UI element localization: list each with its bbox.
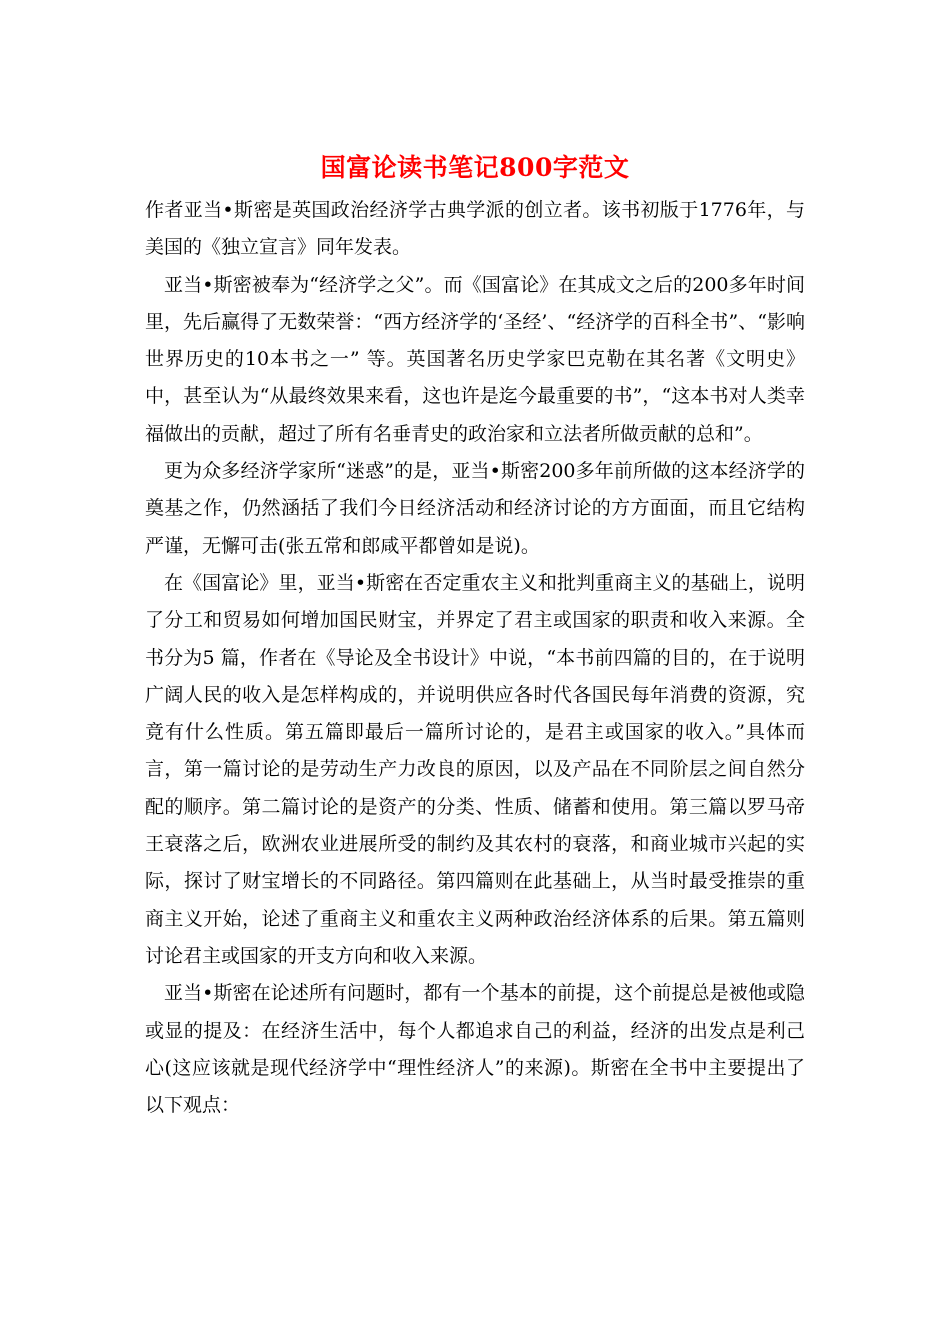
paragraph-structure: 在《国富论》里，亚当•斯密在否定重农主义和批判重商主义的基础上，说明了分工和贸易如何增加国民财宝，并界定了君主或国家的职责和收入来源。全书分为5 篇，作者在《导论及全书设计》中说，“本书前四篇的目的，在于说明广阔人民的收入是怎样构成的，并说明供应各时代各国民每年消费的资源，究竟有什么性质。第五篇即最后一篇所讨论的，是君主或国家的收入。”具体而言，第一篇讨论的是劳动生产力改良的原因，以及产品在不同阶层之间自然分配的顺序。第二篇讨论的是资产的分类、性质、储蓄和使用。第三篇以罗马帝王衰落之后，欧洲农业进展所受的制约及其农村的衰落，和商业城市兴起的实际，探讨了财宝增长的不同路径。第四篇则在此基础上，从当时最受推崇的重商主义开始，论述了重商主义和重农主义两种政治经济体系的后果。第五篇则讨论君主或国家的开支方向和收入来源。: [145, 571, 805, 967]
paragraph-author-intro: 作者亚当•斯密是英国政治经济学古典学派的创立者。该书初版于1776年，与美国的《独立宣言》同年发表。: [145, 199, 805, 259]
document-body: [145, 192, 805, 1124]
paragraph-premise: 亚当•斯密在论述所有问题时，都有一个基本的前提，这个前提总是被他或隐或显的提及：在经济生活中，每个人都追求自己的利益，经济的出发点是利己心(这应该就是现代经济学中“理性经济人”的来源)。斯密在全书中主要提出了以下观点：: [145, 982, 805, 1117]
paragraph-foundation: 更为众多经济学家所“迷惑”的是，亚当•斯密200多年前所做的这本经济学的奠基之作，仍然涵括了我们今日经济活动和经济讨论的方方面面，而且它结构严谨，无懈可击(张五常和郎咸平都曾如是说)。: [145, 460, 805, 557]
document-title: 国富论读书笔记800字范文: [320, 153, 630, 182]
paragraph-honors: 亚当•斯密被奉为“经济学之父”。而《国富论》在其成文之后的200多年时间里，先后赢得了无数荣誉：“西方经济学的‘圣经’、“经济学的百科全书”、“影响世界历史的10本书之一” 等。英国著名历史学家巴克勒在其名著《文明史》中，甚至认为“从最终效果来看，这也许是迄今最重要的书”，“这本书对人类幸福做出的贡献，超过了所有名垂青史的政治家和立法者所做贡献的总和”。: [145, 273, 805, 445]
